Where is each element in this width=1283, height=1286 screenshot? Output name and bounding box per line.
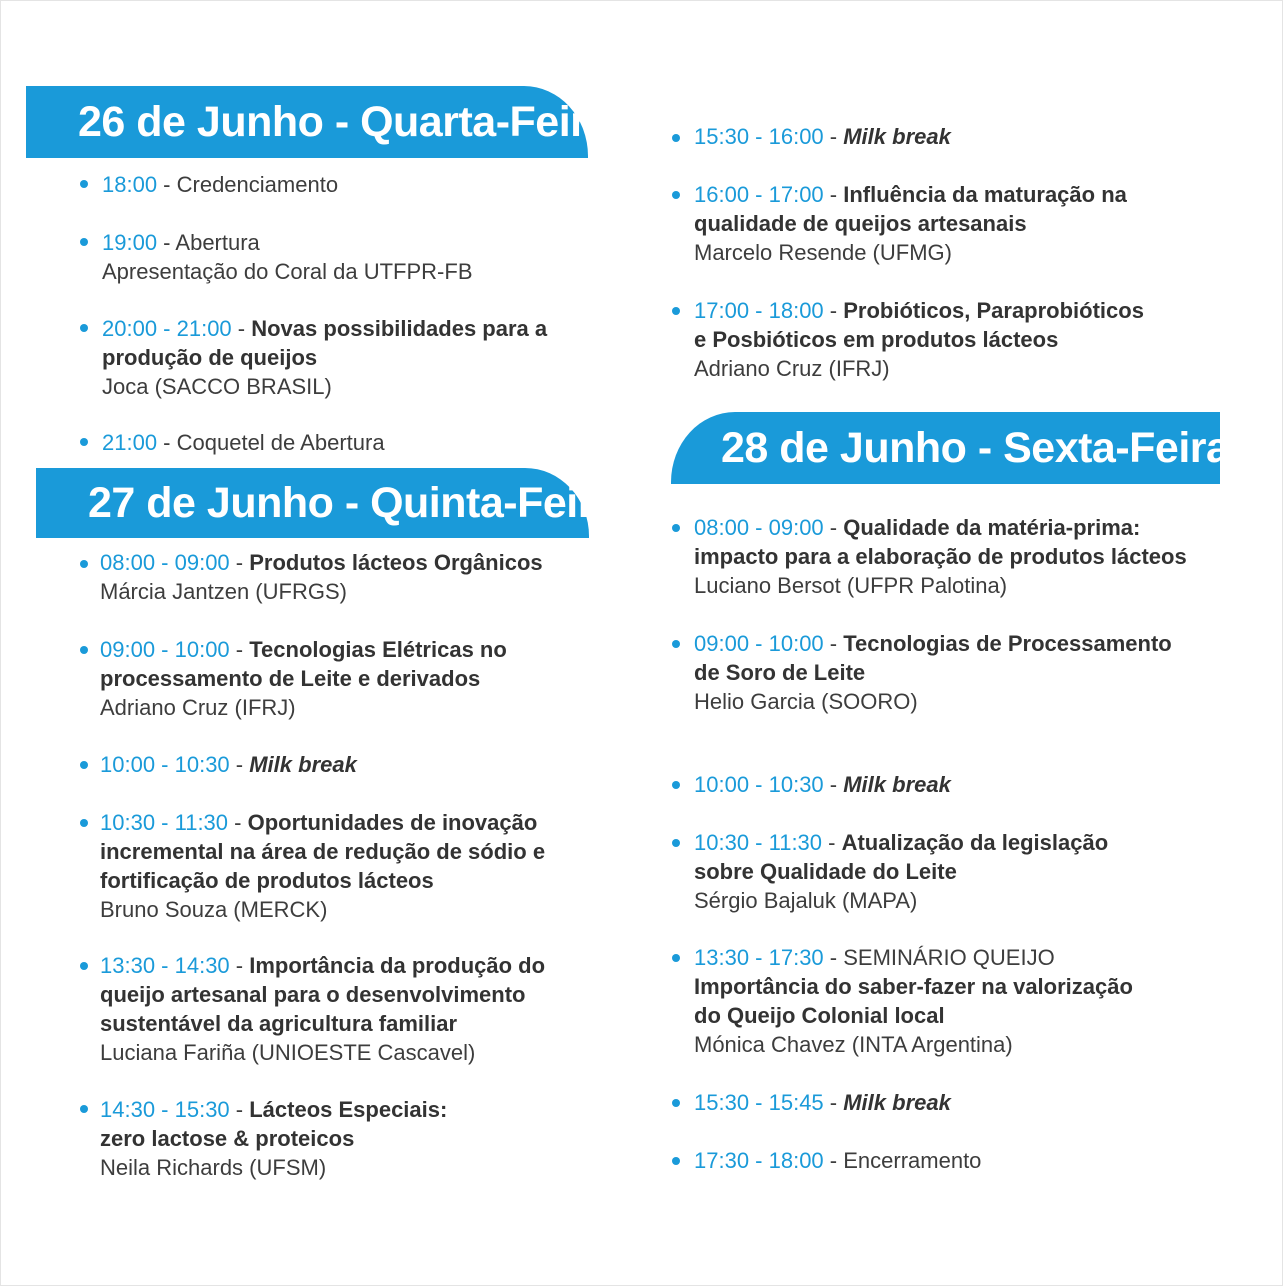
bullet-icon bbox=[80, 238, 88, 246]
speaker: Joca (SACCO BRASIL) bbox=[102, 374, 332, 399]
bullet-icon bbox=[672, 839, 680, 847]
bullet-icon bbox=[80, 324, 88, 332]
schedule-item: 18:00 - Credenciamento bbox=[102, 172, 339, 197]
schedule-item: 09:00 - 10:00 - Tecnologias Elétricas no processamento de Leite e derivados Adriano Cruz (IFRJ) bbox=[100, 637, 507, 720]
schedule-item: 13:30 - 17:30 - SEMINÁRIO QUEIJO Importância do saber-fazer na valorização do Queijo Colonial local Mónica Chavez (INTA Argentina) bbox=[694, 945, 1133, 1057]
bullet-icon bbox=[672, 640, 680, 648]
speaker: Luciana Fariña (UNIOESTE Cascavel) bbox=[100, 1040, 476, 1065]
speaker: Bruno Souza (MERCK) bbox=[100, 897, 328, 922]
day-heading-27-junho bbox=[36, 468, 618, 538]
schedule-item: 10:00 - 10:30 - Milk break bbox=[100, 752, 357, 777]
schedule-item: 17:30 - 18:00 - Encerramento bbox=[694, 1148, 982, 1173]
bullet-icon bbox=[80, 438, 88, 446]
schedule-item: 08:00 - 09:00 - Produtos lácteos Orgânicos Márcia Jantzen (UFRGS) bbox=[100, 550, 543, 604]
schedule-item: 14:30 - 15:30 - Lácteos Especiais: zero lactose & proteicos Neila Richards (UFSM) bbox=[100, 1097, 448, 1180]
schedule-item: 08:00 - 09:00 - Qualidade da matéria-prima: impacto para a elaboração de produtos lácteos Luciano Bersot (UFPR Palotina) bbox=[694, 515, 1187, 598]
schedule-item: 10:00 - 10:30 - Milk break bbox=[694, 772, 951, 797]
schedule-item: 15:30 - 15:45 - Milk break bbox=[694, 1090, 951, 1115]
bullet-icon bbox=[80, 646, 88, 654]
schedule-item: 09:00 - 10:00 - Tecnologias de Processamento de Soro de Leite Helio Garcia (SOORO) bbox=[694, 631, 1172, 714]
bullet-icon bbox=[672, 1157, 680, 1165]
speaker: Helio Garcia (SOORO) bbox=[694, 689, 918, 714]
bullet-icon bbox=[80, 819, 88, 827]
bullet-icon bbox=[672, 307, 680, 315]
bullet-icon bbox=[672, 781, 680, 789]
day-heading-26-junho bbox=[26, 86, 610, 158]
bullet-icon bbox=[672, 191, 680, 199]
day-heading-text: 27 de Junho - Quinta-Feira bbox=[88, 478, 618, 527]
bullet-icon bbox=[80, 560, 88, 568]
speaker: Adriano Cruz (IFRJ) bbox=[100, 695, 296, 720]
schedule-item: 10:30 - 11:30 - Oportunidades de inovação incremental na área de redução de sódio e fortificação de produtos lácteos Bruno Souza (MERCK) bbox=[100, 810, 546, 922]
schedule-item: 21:00 - Coquetel de Abertura bbox=[102, 430, 385, 455]
speaker: Sérgio Bajaluk (MAPA) bbox=[694, 888, 918, 913]
day-heading-text: 28 de Junho - Sexta-Feira bbox=[721, 423, 1230, 472]
bullet-icon bbox=[672, 524, 680, 532]
bullet-icon bbox=[80, 962, 88, 970]
speaker: Marcelo Resende (UFMG) bbox=[694, 240, 952, 265]
schedule-item: 13:30 - 14:30 - Importância da produção do queijo artesanal para o desenvolvimento sustentável da agricultura familiar Luciana Fariña (UNIOESTE Cascavel) bbox=[100, 953, 546, 1065]
speaker: Mónica Chavez (INTA Argentina) bbox=[694, 1032, 1013, 1057]
speaker: Apresentação do Coral da UTFPR-FB bbox=[102, 259, 473, 284]
day-heading-text: 26 de Junho - Quarta-Feira bbox=[78, 97, 610, 146]
speaker: Adriano Cruz (IFRJ) bbox=[694, 356, 890, 381]
schedule-item: 17:00 - 18:00 - Probióticos, Paraprobióticos e Posbióticos em produtos lácteos Adriano Cruz (IFRJ) bbox=[694, 298, 1144, 381]
schedule-item: 10:30 - 11:30 - Atualização da legislação sobre Qualidade do Leite Sérgio Bajaluk (MAPA) bbox=[694, 830, 1109, 913]
bullet-icon bbox=[672, 954, 680, 962]
speaker: Márcia Jantzen (UFRGS) bbox=[100, 579, 347, 604]
bullet-icon bbox=[672, 1099, 680, 1107]
schedule-item: 15:30 - 16:00 - Milk break bbox=[694, 124, 951, 149]
schedule-item: 16:00 - 17:00 - Influência da maturação na qualidade de queijos artesanais Marcelo Resende (UFMG) bbox=[694, 182, 1127, 265]
schedule-item: 20:00 - 21:00 - Novas possibilidades para a produção de queijos Joca (SACCO BRASIL) bbox=[102, 316, 548, 399]
day-heading-28-junho bbox=[671, 412, 1230, 484]
bullet-icon bbox=[672, 134, 680, 142]
bullet-icon bbox=[80, 1105, 88, 1113]
bullet-icon bbox=[80, 761, 88, 769]
bullet-icon bbox=[80, 180, 88, 188]
schedule-item: 19:00 - Abertura Apresentação do Coral da UTFPR-FB bbox=[102, 230, 473, 284]
speaker: Neila Richards (UFSM) bbox=[100, 1155, 327, 1180]
speaker: Luciano Bersot (UFPR Palotina) bbox=[694, 573, 1008, 598]
